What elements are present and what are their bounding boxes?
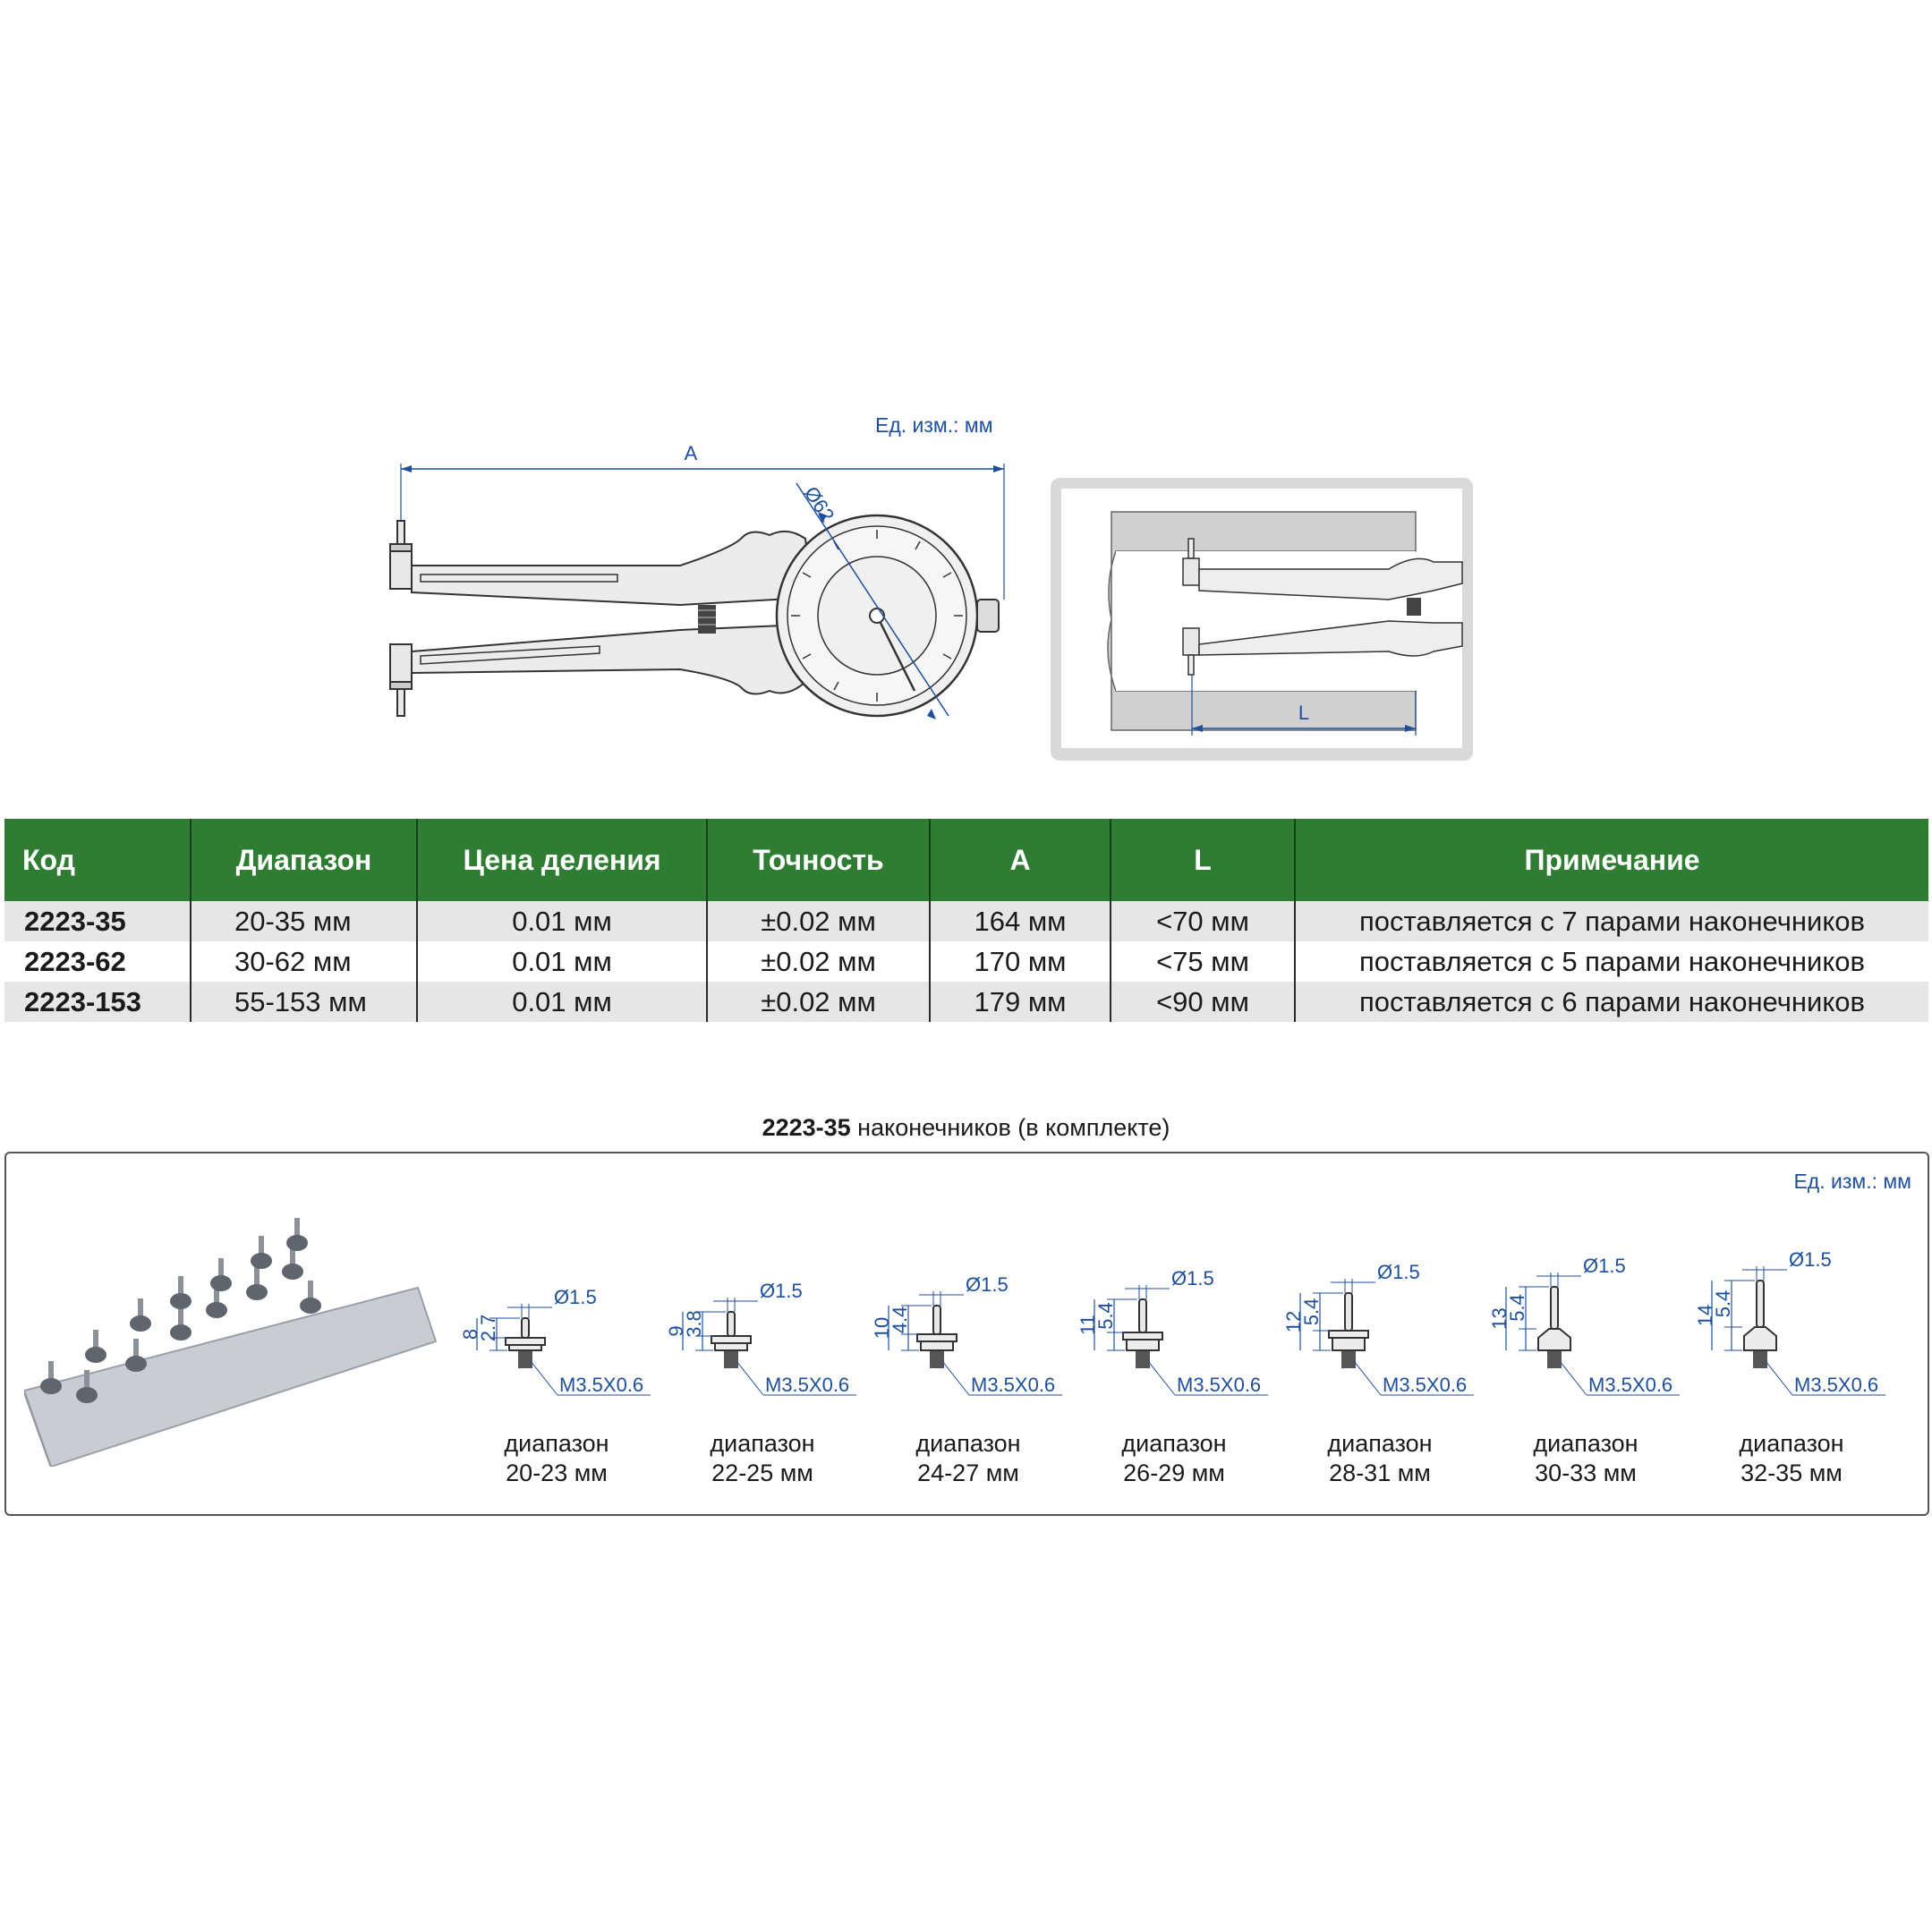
tip-drawing <box>865 1216 1071 1422</box>
tip-diameter-label: Ø1.5 <box>1171 1267 1214 1289</box>
tip-collar <box>1123 1332 1162 1340</box>
tip-range <box>454 1429 660 1488</box>
tip-range <box>865 1429 1071 1488</box>
tip-height-label: 12 <box>1282 1310 1305 1333</box>
tips-title-code: 2223-35 <box>762 1114 851 1141</box>
table-row <box>4 982 1928 1022</box>
tip-pin-base <box>300 1298 321 1314</box>
tip-range-word: диапазон <box>504 1430 609 1457</box>
tip-pin-base <box>286 1235 308 1251</box>
tip-diameter-label: Ø1.5 <box>1583 1255 1626 1277</box>
tip-thread <box>930 1350 944 1368</box>
cell-l: <75 мм <box>1111 941 1295 982</box>
cell-code: 2223-35 <box>4 901 191 941</box>
cell-a: 170 мм <box>930 941 1111 982</box>
cell-range: 55-153 мм <box>191 982 417 1022</box>
tip-thread-label: M3.5X0.6 <box>1383 1374 1468 1396</box>
tip-pin-base <box>206 1302 227 1318</box>
cell-note: поставляется с 7 парами наконечников <box>1295 901 1928 941</box>
tip-thread <box>518 1350 532 1368</box>
tip-length-label: 4.4 <box>889 1306 911 1334</box>
tip-pin-drawing <box>1139 1299 1146 1332</box>
tip-thread-label: M3.5X0.6 <box>971 1374 1056 1396</box>
tip-item <box>1689 1216 1894 1511</box>
tip-height-label: 9 <box>665 1325 687 1337</box>
tip-collar <box>506 1338 545 1345</box>
tip-drawing <box>454 1216 660 1422</box>
tip-item <box>1483 1216 1689 1511</box>
tip-thread <box>1753 1350 1767 1368</box>
tips-units-label: Ед. изм.: мм <box>1793 1170 1911 1193</box>
tip-thread <box>1547 1350 1562 1368</box>
tip-pin-drawing <box>1551 1287 1558 1329</box>
tip-body <box>1744 1327 1776 1350</box>
tip-range-value: 22-25 мм <box>711 1460 813 1486</box>
tip-length-label: 5.4 <box>1300 1298 1323 1326</box>
tip-range-word: диапазон <box>1739 1430 1844 1457</box>
tip-range-value: 24-27 мм <box>917 1460 1019 1486</box>
tip-pin-drawing <box>1757 1281 1764 1327</box>
tip-drawing <box>1277 1216 1483 1422</box>
tip-pin-drawing <box>728 1312 735 1336</box>
tip-height-label: 14 <box>1694 1304 1716 1327</box>
cell-l: <70 мм <box>1111 901 1295 941</box>
table-row <box>4 941 1928 982</box>
tips-title-text: наконечников (в комплекте) <box>850 1114 1170 1141</box>
cell-division: 0.01 мм <box>417 941 707 982</box>
header-a: A <box>930 819 1111 901</box>
units-label: Ед. изм.: мм <box>875 413 993 437</box>
tip-item <box>865 1216 1071 1511</box>
tip-range <box>1483 1429 1689 1488</box>
tip-pin-base <box>130 1315 151 1332</box>
tip-pin-base <box>170 1293 191 1309</box>
tip-length-label: 2.7 <box>477 1314 499 1342</box>
tip-pin-base <box>246 1284 268 1300</box>
cell-range: 20-35 мм <box>191 901 417 941</box>
dimension-l-label: L <box>1298 702 1310 724</box>
tip-item <box>1071 1216 1277 1511</box>
tip-range-word: диапазон <box>1327 1430 1433 1457</box>
tip-pin-base <box>76 1387 98 1403</box>
tips-section-title <box>0 1114 1932 1142</box>
cell-a: 179 мм <box>930 982 1111 1022</box>
cell-range: 30-62 мм <box>191 941 417 982</box>
tip-height-label: 10 <box>871 1316 893 1340</box>
cell-note: поставляется с 6 парами наконечников <box>1295 982 1928 1022</box>
tip-range-word: диапазон <box>915 1430 1021 1457</box>
tip-drawing <box>1689 1216 1894 1422</box>
tip-set-photo <box>24 1207 445 1467</box>
tip-height-label: 11 <box>1077 1315 1099 1335</box>
header-code: Код <box>4 819 191 901</box>
tip-range-value: 28-31 мм <box>1329 1460 1431 1486</box>
table-header-row <box>4 819 1928 901</box>
tip-pin-base <box>210 1275 232 1291</box>
tip-collar <box>711 1336 751 1343</box>
tip-drawing <box>1483 1216 1689 1422</box>
caliper-drawing <box>358 438 1020 761</box>
cell-division: 0.01 мм <box>417 901 707 941</box>
tip-thread-label: M3.5X0.6 <box>1588 1374 1673 1396</box>
tip-length-label: 5.4 <box>1094 1302 1117 1330</box>
spec-table <box>4 819 1928 1022</box>
tip-drawing <box>660 1216 865 1422</box>
tip-range-word: диапазон <box>710 1430 815 1457</box>
tip-diameter-label: Ø1.5 <box>1789 1248 1832 1271</box>
tip-pin-drawing <box>933 1306 940 1334</box>
tip-range-value: 30-33 мм <box>1535 1460 1637 1486</box>
tip-diameter-label: Ø1.5 <box>554 1286 597 1308</box>
tip-thread <box>1341 1350 1356 1368</box>
cell-code: 2223-153 <box>4 982 191 1022</box>
tip-thread <box>724 1350 738 1368</box>
tip-pin-base <box>251 1253 272 1269</box>
tip-thread <box>1136 1350 1150 1368</box>
tip-range-value: 20-23 мм <box>506 1460 608 1486</box>
cell-code: 2223-62 <box>4 941 191 982</box>
dimension-a-label: A <box>684 442 698 464</box>
header-note: Примечание <box>1295 819 1928 901</box>
tip-diameter-label: Ø1.5 <box>966 1273 1009 1296</box>
tip-range <box>660 1429 865 1488</box>
tip-range <box>1689 1429 1894 1488</box>
tip-item <box>1277 1216 1483 1511</box>
tip-height-label: 8 <box>459 1328 481 1340</box>
tip-range-word: диапазон <box>1121 1430 1227 1457</box>
cell-division: 0.01 мм <box>417 982 707 1022</box>
tip-thread-label: M3.5X0.6 <box>1794 1374 1879 1396</box>
tip-thread-label: M3.5X0.6 <box>765 1374 850 1396</box>
tip-pin-drawing <box>522 1318 529 1338</box>
tip-diameter-label: Ø1.5 <box>1377 1261 1420 1283</box>
header-division: Цена деления <box>417 819 707 901</box>
tips-panel <box>4 1152 1929 1516</box>
cell-accuracy: ±0.02 мм <box>707 982 930 1022</box>
cell-accuracy: ±0.02 мм <box>707 901 930 941</box>
header-accuracy: Точность <box>707 819 930 901</box>
tip-pin-base <box>125 1356 147 1372</box>
cell-l: <90 мм <box>1111 982 1295 1022</box>
tip-range <box>1071 1429 1277 1488</box>
tip-range <box>1277 1429 1483 1488</box>
cell-a: 164 мм <box>930 901 1111 941</box>
header-l: L <box>1111 819 1295 901</box>
tip-pin-base <box>282 1264 303 1280</box>
tip-diameter-label: Ø1.5 <box>760 1280 803 1302</box>
tip-range-word: диапазон <box>1533 1430 1638 1457</box>
tip-body <box>1538 1329 1570 1350</box>
tip-item <box>660 1216 865 1511</box>
tip-length-label: 5.4 <box>1712 1289 1734 1318</box>
tip-pin-drawing <box>1345 1293 1352 1331</box>
tip-pin-base <box>170 1324 191 1340</box>
cell-note: поставляется с 5 парами наконечников <box>1295 941 1928 982</box>
tip-collar <box>1329 1331 1368 1338</box>
diameter-label: Ø62 <box>799 482 839 526</box>
tip-length-label: 3.8 <box>683 1310 705 1338</box>
tip-pin-base <box>85 1347 106 1363</box>
tip-length-label: 5.4 <box>1506 1294 1528 1322</box>
tip-thread-label: M3.5X0.6 <box>559 1374 644 1396</box>
header-range: Диапазон <box>191 819 417 901</box>
table-row <box>4 901 1928 941</box>
tip-range-value: 26-29 мм <box>1123 1460 1225 1486</box>
tip-range-value: 32-35 мм <box>1741 1460 1843 1486</box>
tip-pin-base <box>40 1378 62 1394</box>
cell-accuracy: ±0.02 мм <box>707 941 930 982</box>
tip-collar <box>917 1334 957 1341</box>
tip-thread-label: M3.5X0.6 <box>1177 1374 1262 1396</box>
measurement-inset-drawing <box>1049 476 1475 762</box>
tip-height-label: 13 <box>1488 1307 1511 1330</box>
tip-item <box>454 1216 660 1511</box>
tip-drawing <box>1071 1216 1277 1422</box>
